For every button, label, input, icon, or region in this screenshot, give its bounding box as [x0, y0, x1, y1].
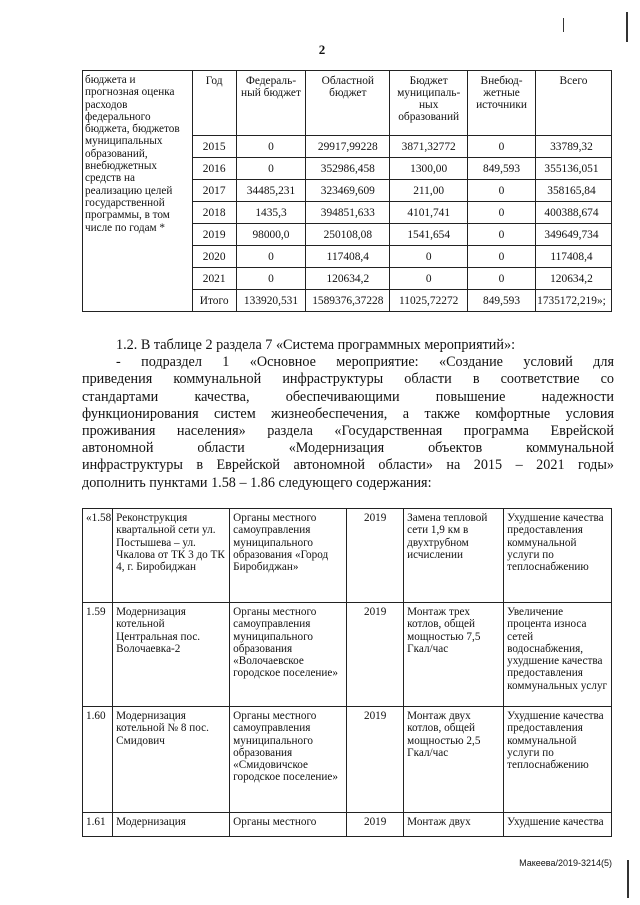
- scan-edge-mark: [627, 860, 629, 898]
- measure-name: Модернизация: [113, 813, 230, 837]
- total-label-cell: Итого: [192, 290, 236, 312]
- extrabudget-cell: 849,593: [468, 290, 536, 312]
- regional-cell: 29917,99228: [306, 136, 390, 158]
- paragraph-line: стандартами качества, обеспечивающими повышение надежности: [82, 388, 614, 405]
- extrabudget-cell: 0: [468, 202, 536, 224]
- body-text: [82, 337, 614, 492]
- measure-year: 2019: [347, 813, 404, 837]
- paragraph-line: - подраздел 1 «Основное мероприятие: «Создание условий для: [116, 354, 614, 371]
- year-cell: 2016: [192, 158, 236, 180]
- measure-organization: Органы местного: [230, 813, 347, 837]
- document-footer-code: Макеева/2019-3214(5): [519, 858, 612, 868]
- measure-name: Модернизация котельной Центральная пос. Волочаевка-2: [113, 603, 230, 707]
- federal-cell: 98000,0: [236, 224, 306, 246]
- federal-cell: 1435,3: [236, 202, 306, 224]
- total-cell: 120634,2: [535, 268, 611, 290]
- measure-year: 2019: [347, 603, 404, 707]
- measure-effect: Ухудшение качества предоставления коммунальной услуги по теплоснабжению: [504, 707, 612, 813]
- year-cell: 2019: [192, 224, 236, 246]
- budget-table: [82, 70, 612, 312]
- measure-result: Замена тепловой сети 1,9 км в двухтрубном исчислении: [404, 509, 504, 603]
- year-cell: 2020: [192, 246, 236, 268]
- measure-effect: Ухудшение качества: [504, 813, 612, 837]
- scan-edge-mark: [563, 18, 564, 32]
- extrabudget-cell: 0: [468, 246, 536, 268]
- extrabudget-cell: 0: [468, 180, 536, 202]
- paragraph-line: автономной области «Модернизация объектов коммунальной: [82, 440, 614, 457]
- measure-number: 1.59: [83, 603, 113, 707]
- measure-year: 2019: [347, 707, 404, 813]
- federal-cell: 0: [236, 158, 306, 180]
- table-row: [83, 603, 612, 707]
- table-row: [83, 509, 612, 603]
- total-cell: 400388,674: [535, 202, 611, 224]
- measure-effect: Ухудшение качества предоставления коммунальной услуги по теплоснабжению: [504, 509, 612, 603]
- municipal-cell: 211,00: [390, 180, 468, 202]
- municipal-cell: 0: [390, 268, 468, 290]
- measure-organization: Органы местного самоуправления муниципального образования «Смидовичское городское поселение»: [230, 707, 347, 813]
- total-cell: 1735172,219»;: [535, 290, 611, 312]
- regional-cell: 394851,633: [306, 202, 390, 224]
- measure-organization: Органы местного самоуправления муниципального образования «Город Биробиджан»: [230, 509, 347, 603]
- regional-cell: 323469,609: [306, 180, 390, 202]
- municipal-cell: 4101,741: [390, 202, 468, 224]
- measure-result: Монтаж двух: [404, 813, 504, 837]
- page-number: 2: [318, 42, 326, 57]
- federal-cell: 0: [236, 268, 306, 290]
- extrabudget-cell: 0: [468, 136, 536, 158]
- federal-cell: 0: [236, 246, 306, 268]
- measure-result: Монтаж двух котлов, общей мощностью 2,5 Гкал/час: [404, 707, 504, 813]
- paragraph-line: дополнить пунктами 1.58 – 1.86 следующего содержания:: [82, 474, 432, 491]
- total-cell: 117408,4: [535, 246, 611, 268]
- regional-cell: 120634,2: [306, 268, 390, 290]
- measure-organization: Органы местного самоуправления муниципального образования «Волочаевское городское поселение»: [230, 603, 347, 707]
- federal-cell: 34485,231: [236, 180, 306, 202]
- year-cell: 2018: [192, 202, 236, 224]
- header-regional: Областной бюджет: [306, 71, 390, 136]
- measures-table: [82, 508, 612, 837]
- table-row: [83, 707, 612, 813]
- measure-number: «1.58: [83, 509, 113, 603]
- municipal-cell: 3871,32772: [390, 136, 468, 158]
- paragraph-line: функционирования систем жизнеобеспечения, а также комфортные условия: [82, 405, 614, 422]
- measure-name: Модернизация котельной № 8 пос. Смидович: [113, 707, 230, 813]
- federal-cell: 133920,531: [236, 290, 306, 312]
- year-cell: 2017: [192, 180, 236, 202]
- extrabudget-cell: 849,593: [468, 158, 536, 180]
- year-cell: 2015: [192, 136, 236, 158]
- extrabudget-cell: 0: [468, 224, 536, 246]
- measure-year: 2019: [347, 509, 404, 603]
- paragraph-line: инфраструктуры в Еврейской автономной области» на 2015 – 2021 годы»: [82, 457, 614, 474]
- paragraph-line: проживания населения» раздела «Государственная программа Еврейской: [82, 423, 614, 440]
- municipal-cell: 1541,654: [390, 224, 468, 246]
- federal-cell: 0: [236, 136, 306, 158]
- header-municipal: Бюджет муниципаль-ных образований: [390, 71, 468, 136]
- regional-cell: 117408,4: [306, 246, 390, 268]
- total-cell: 358165,84: [535, 180, 611, 202]
- municipal-cell: 11025,72272: [390, 290, 468, 312]
- budget-row-label: бюджета и прогнозная оценка расходов федерального бюджета, бюджетов муниципальных образований, внебюджетных средств на реализацию целей государственной программы, в том числе по годам *: [83, 71, 193, 312]
- header-total: Всего: [535, 71, 611, 136]
- regional-cell: 1589376,37228: [306, 290, 390, 312]
- measure-number: 1.61: [83, 813, 113, 837]
- municipal-cell: 0: [390, 246, 468, 268]
- scan-edge-mark: [626, 12, 628, 42]
- regional-cell: 250108,08: [306, 224, 390, 246]
- table-row: [83, 813, 612, 837]
- measure-effect: Увеличение процента износа сетей водоснабжения, ухудшение качества предоставления коммунальных услуг: [504, 603, 612, 707]
- paragraph-line: приведения коммунальной инфраструктуры области в соответствие со: [82, 371, 614, 388]
- extrabudget-cell: 0: [468, 268, 536, 290]
- total-cell: 33789,32: [535, 136, 611, 158]
- measure-number: 1.60: [83, 707, 113, 813]
- measure-name: Реконструкция квартальной сети ул. Постышева – ул. Чкалова от ТК 3 до ТК 4, г. Биробиджан: [113, 509, 230, 603]
- header-extrabudget: Внебюд-жетные источники: [468, 71, 536, 136]
- municipal-cell: 1300,00: [390, 158, 468, 180]
- header-year: Год: [192, 71, 236, 136]
- paragraph-line: 1.2. В таблице 2 раздела 7 «Система программных мероприятий»:: [116, 337, 516, 353]
- year-cell: 2021: [192, 268, 236, 290]
- total-cell: 355136,051: [535, 158, 611, 180]
- total-cell: 349649,734: [535, 224, 611, 246]
- measure-result: Монтаж трех котлов, общей мощностью 7,5 Гкал/час: [404, 603, 504, 707]
- regional-cell: 352986,458: [306, 158, 390, 180]
- header-federal: Федераль-ный бюджет: [236, 71, 306, 136]
